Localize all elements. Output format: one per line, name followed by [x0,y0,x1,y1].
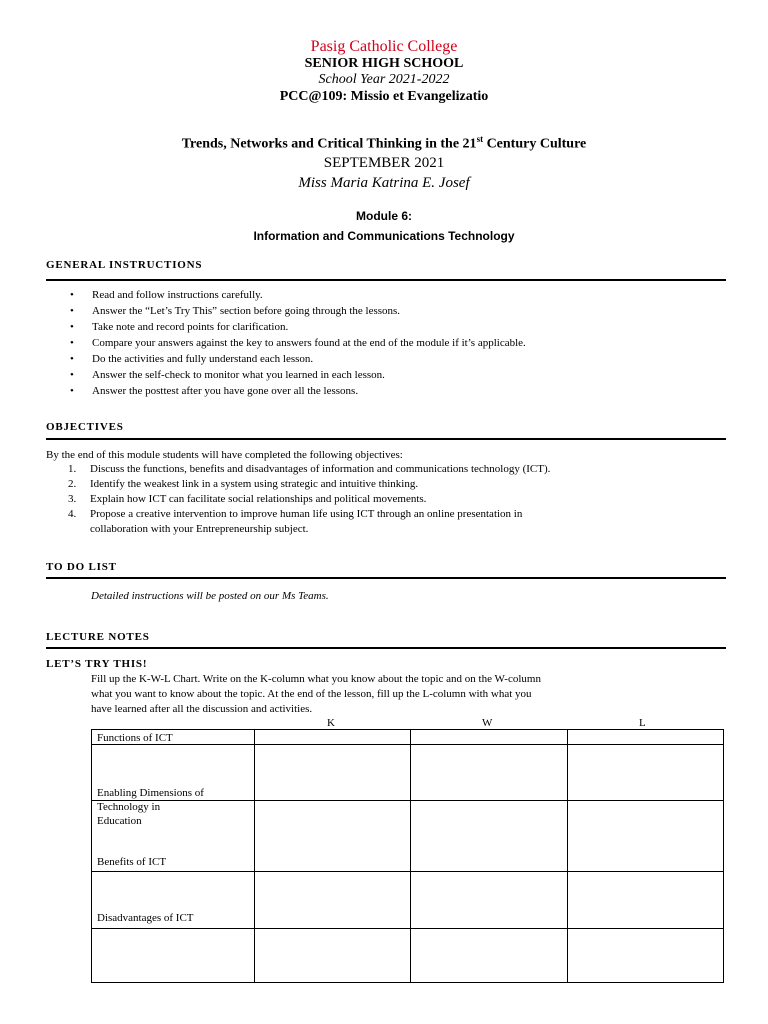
kwl-k-cell[interactable] [255,730,411,745]
kwl-row-benefits: Benefits of ICT [97,856,167,868]
course-title [0,134,768,153]
kwl-l-cell[interactable] [568,872,724,929]
todo-heading: TO DO LIST [46,561,117,573]
instruction-text: Do the activities and fully understand each lesson. [92,353,314,365]
section-divider [46,279,726,281]
school-name: SENIOR HIGH SCHOOL [304,56,464,71]
kwl-column-w: W [482,717,493,729]
list-item [70,351,526,367]
item-number: 1. [68,463,77,475]
kwl-k-cell[interactable] [255,745,411,801]
kwl-row-functions: Functions of ICT [97,732,173,744]
school-motto: PCC@109: Missio et Evangelizatio [279,89,489,104]
bullet-icon: • [70,321,74,333]
kwl-column-l: L [639,717,646,729]
list-item [68,477,550,492]
item-number: 2. [68,478,77,490]
school-year: School Year 2021-2022 [318,72,450,87]
objectives-heading: OBJECTIVES [46,421,124,433]
kwl-l-cell[interactable] [568,801,724,872]
instructions-list [70,287,526,399]
objectives-intro: By the end of this module students will have completed the following objectives: [46,449,403,461]
kwl-l-cell[interactable] [568,929,724,983]
section-divider [46,577,726,579]
row-label-line: Enabling Dimensions of [97,787,204,799]
kwl-w-cell[interactable] [411,872,568,929]
bullet-icon: • [70,289,74,301]
list-item [68,507,550,537]
objective-text: Identify the weakest link in a system using strategic and intuitive thinking. [90,478,419,490]
objective-text: Propose a creative intervention to improve human life using ICT through an online presentation in [90,508,523,520]
bullet-icon: • [70,305,74,317]
kwl-label-cell [92,929,255,983]
kwl-l-cell[interactable] [568,730,724,745]
list-item [68,462,550,477]
bullet-icon: • [70,369,74,381]
teacher-name: Miss Maria Katrina E. Josef [298,175,470,191]
module-number: Module 6: [356,209,412,223]
instruction-text: Compare your answers against the key to answers found at the end of the module if it’s applicable. [92,337,526,349]
kwl-w-cell[interactable] [411,730,568,745]
kwl-row-disadvantages: Disadvantages of ICT [97,912,194,924]
table-row [92,929,724,983]
list-item [70,319,526,335]
kwl-k-cell[interactable] [255,929,411,983]
college-name: Pasig Catholic College [310,38,458,55]
instruction-text: Answer the “Let’s Try This” section before going through the lessons. [92,305,401,317]
todo-text: Detailed instructions will be posted on our Ms Teams. [91,590,329,602]
instruction-text: Take note and record points for clarification. [92,321,289,333]
list-item [70,303,526,319]
list-item [70,367,526,383]
instruction-line: have learned after all the discussion and activities. [91,703,313,715]
table-row [92,730,724,745]
section-divider [46,438,726,440]
course-title-sup: st [476,134,484,144]
list-item [70,383,526,399]
objective-text-cont: collaboration with your Entrepreneurship subject. [90,523,309,535]
bullet-icon: • [70,337,74,349]
course-title-end: Century Culture [483,136,587,152]
course-title-main: Trends, Networks and Critical Thinking in the 21 [181,136,477,152]
instruction-line: Fill up the K-W-L Chart. Write on the K-column what you know about the topic and on the W-column [91,673,541,685]
lecture-notes-heading: LECTURE NOTES [46,631,150,643]
list-item [70,287,526,303]
objective-text: Discuss the functions, benefits and disadvantages of information and communications technology (ICT). [90,463,551,475]
row-label-line: Education [97,815,142,827]
list-item [68,492,550,507]
instruction-text: Answer the self-check to monitor what you learned in each lesson. [92,369,385,381]
list-item [70,335,526,351]
kwl-k-cell[interactable] [255,872,411,929]
instruction-text: Read and follow instructions carefully. [92,289,263,301]
lecture-instructions [91,672,541,717]
kwl-k-cell[interactable] [255,801,411,872]
general-instructions-heading: GENERAL INSTRUCTIONS [46,259,203,271]
objective-text: Explain how ICT can facilitate social relationships and political movements. [90,493,427,505]
module-title: Information and Communications Technology [253,229,515,243]
kwl-w-cell[interactable] [411,801,568,872]
row-label-line: Technology in [97,801,161,813]
section-divider [46,647,726,649]
kwl-w-cell[interactable] [411,929,568,983]
item-number: 4. [68,508,77,520]
lets-try-heading: LET’S TRY THIS! [46,658,148,670]
kwl-l-cell[interactable] [568,745,724,801]
kwl-w-cell[interactable] [411,745,568,801]
instruction-line: what you want to know about the topic. At the end of the lesson, fill up the L-column with what you [91,688,532,700]
item-number: 3. [68,493,77,505]
kwl-chart [91,729,724,983]
objectives-list [68,462,550,537]
bullet-icon: • [70,385,74,397]
kwl-row-enabling [97,786,204,828]
module-month: SEPTEMBER 2021 [323,155,445,171]
kwl-column-k: K [327,717,335,729]
instruction-text: Answer the posttest after you have gone over all the lessons. [92,385,359,397]
bullet-icon: • [70,353,74,365]
